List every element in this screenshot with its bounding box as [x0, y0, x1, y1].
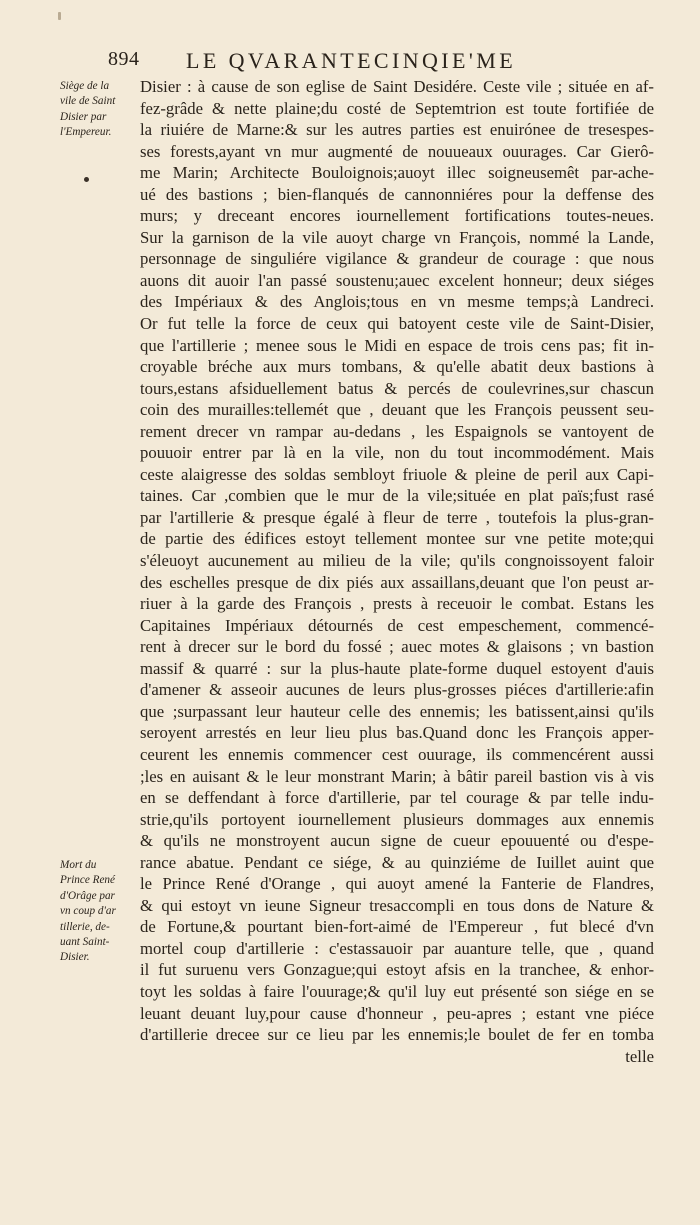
text-line: rance abatue. Pendant ce siége, & au quinziéme de Iuillet auint que [140, 852, 654, 872]
text-line: de Fortune,& pourtant bien-fort-aimé de l'Empereur , fut blecé d'vn [140, 917, 654, 937]
text-line: tours,estans afsiduellement batus & percés de coulevrines,sur chascun [140, 378, 654, 398]
text-line: & qu'ils ne monstroyent aucun signe de cueur epouuenté ou d'espe- [140, 831, 654, 851]
text-line: Capitaines Impériaux détournés de cest empeschement, commencé- [140, 615, 654, 635]
text-line: ué des bastions ; bien-flanqués de cannonniéres pour la deffense des [140, 184, 654, 204]
text-line: des eschelles presque de dix piés aux assaillans,deuant que l'on peust ar- [140, 572, 654, 592]
text-line: en se deffendant à force d'artillerie, par tel courage & par telle indu- [140, 788, 654, 808]
sidenote-line: uant Saint- [60, 936, 110, 949]
text-line: d'artillerie drecee sur ce lieu par les ennemis;le boulet de fer en tomba [140, 1025, 654, 1045]
sidenote-mort-du-prince [60, 858, 146, 966]
text-line: que l'artillerie ; menee sous le Midi en espace de trois cens pas; fit in- [140, 335, 654, 355]
text-line: s'éleuoyt aucunement au milieu de la vile; qu'ils congnoissoyent faloir [140, 551, 654, 571]
text-line: rent à drecer sur le bord du fossé ; auec motes & glaisons ; vn bastion [140, 637, 654, 657]
sidenote-line: Siège de la [60, 80, 110, 92]
text-line: par l'artillerie & presque égalé à fleur de terre , toutefois la plus-gran- [140, 507, 654, 527]
text-line: il fut suruenu vers Gonzague;qui estoyt afsis en la tranchee, & enhor- [140, 960, 654, 980]
sidenote-line: vn coup d'ar [60, 905, 116, 918]
sidenote-line: vile de Saint [60, 95, 116, 108]
body-text [140, 76, 654, 1067]
text-line: la riuiére de Marne:& sur les autres parties est enuirónee de tresespes- [140, 120, 654, 140]
text-line: personnage de singuliére vigilance & grandeur de courage : que nous [140, 249, 654, 269]
text-line: murs; y dreceant encores iournellement fortifications toutes-neues. [140, 206, 654, 226]
sidenote-line: Mort du [60, 859, 97, 871]
text-line: seroyent arrestés en leur lieu plus bas.Quand donc les François apper- [140, 723, 654, 743]
margin-dot-icon [84, 177, 89, 182]
text-line: croyable bréche aux murs tombans, & qu'elle abatit deux bastions à [140, 357, 654, 377]
text-line: me Marin; Architecte Bouloignois;auoyt illec soigneusemêt par-ache- [140, 163, 654, 183]
sidenote-line: Disier par [60, 110, 107, 123]
text-line: telle [625, 1046, 654, 1066]
text-line: strie,qu'ils portoyent iournellement plusieurs dommages aux ennemis [140, 809, 654, 829]
text-line: rement drecer vn rampar au-dedans , les Espaignols se vantoyent de [140, 421, 654, 441]
text-line: ceste alaigresse des soldas sembloyt friuole & pleine de peril aux Capi- [140, 464, 654, 484]
sidenote-line: Prince René [60, 874, 115, 887]
text-line: ;les en auisant & le leur monstrant Marin; à bâtir pareil bastion vis à vis [140, 766, 654, 786]
text-line: leuant deuant luy,pour cause d'honneur , peu-apres ; estant vne piéce [140, 1003, 654, 1023]
text-line: ses forests,ayant vn mur augmenté de nouueaux ouurages. Car Gierô- [140, 141, 654, 161]
text-line: de partie des édifices estoyt tellement montee sur vne petite mote;qui [140, 529, 654, 549]
text-line: le Prince René d'Orange , qui auoyt amené la Fanterie de Flandres, [140, 874, 654, 894]
text-line: massif & quarré : sur la plus-haute plate-forme duquel estoyent d'auis [140, 658, 654, 678]
text-line: auons dit auoir l'an passé soustenu;auec excelent honneur; deux siéges [140, 270, 654, 290]
text-line: toyt les soldas à faire l'ouurage;& qu'il luy eut présenté son siége en se [140, 981, 654, 1001]
sidenote-line: l'Empereur. [60, 126, 112, 139]
text-line: & qui estoyt vn ieune Signeur tresaccompli en tous dons de Nature & [140, 895, 654, 915]
text-line: coin des murailles:tellemét que , deuant que les François peussent seu- [140, 400, 654, 420]
text-line: que ;surpassant leur hauteur celle des ennemis; les batissent,ainsi qu'ils [140, 701, 654, 721]
text-line: des Impériaux & des Anglois;tous en vn mesme temps;à Landreci. [140, 292, 654, 312]
text-line: ceurent les ennemis commencer cest ouurage, ils commencérent aussi [140, 744, 654, 764]
sidenote-line: tillerie, de- [60, 920, 110, 933]
sidenote-line: d'Orâge par [60, 889, 115, 902]
text-line: mortel coup d'artillerie : c'estassauoir par auanture telle, que , quand [140, 938, 654, 958]
text-line: fez-grâde & nette plaine;du costé de Septemtrion est toute fortifiée de [140, 98, 654, 118]
text-line: Disier : à cause de son eglise de Saint Desidére. Ceste vile ; située en af- [140, 77, 654, 96]
page-mark [58, 12, 61, 20]
text-line: Or fut telle la force de ceux qui batoyent ceste vile de Saint-Disier, [140, 314, 654, 334]
text-line: Sur la garnison de la vile auoyt charge vn François, nommé la Lande, [140, 227, 654, 247]
running-head: LE QVARANTECINQIE'ME [186, 48, 517, 73]
sidenote-siege [60, 79, 146, 141]
text-line: riuer à la garde des François , prests à receuoir le combat. Estans les [140, 594, 654, 614]
text-line: d'amener & asseoir aucunes de leurs plus-grosses piéces d'artillerie:afin [140, 680, 654, 700]
text-line: taines. Car ,combien que le mur de la vile;située en plat païs;fust rasé [140, 486, 654, 506]
text-line: pouuoir entrer par là en la vile, non du tout incommodément. Mais [140, 443, 654, 463]
sidenote-line: Disier. [60, 951, 90, 964]
page-number: 894 [108, 48, 140, 70]
